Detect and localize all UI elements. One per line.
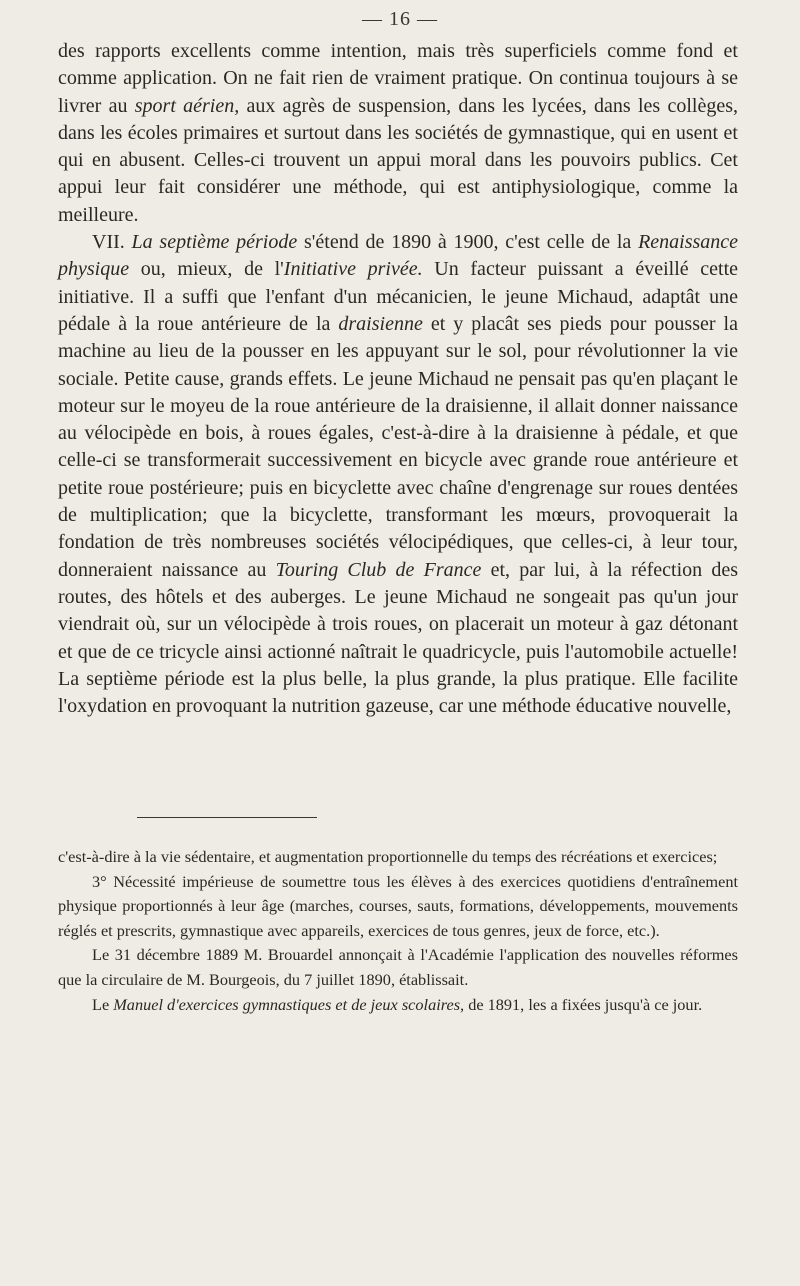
main-text [58,38,738,720]
renaissance-term: Renaissance physique [58,231,739,281]
paragraph-1-text: des rapports excellents comme intention, mais très superficiels comme fond et comme application. On ne fait rien de vraiment pratique. On continua toujours à se livrer au [58,40,738,117]
footnote-continuation: c'est-à-dire à la vie sédentaire, et augmentation proportionnelle du temps des récréations et exercices; [58,847,718,866]
paragraph-2-text-a: s'étend de 1890 à 1900, c'est celle de la [304,231,632,254]
paragraph-1-rest: aux agrès de suspension, dans les lycées, dans les collèges, dans les écoles primaires et surtout dans les sociétés de gymnastique, qui en usent et qui en abusent. Celles-ci trouvent un appui moral dans les pouvoirs publics. Cet appui leur fait considérer une méthode, qui est antiphysiologique, comme la meilleure. [58,94,739,226]
paragraph-2 [58,229,738,720]
footnote-divider [137,817,317,818]
footnote-manuel [58,993,738,1018]
touring-club-term: Touring Club de France [275,558,482,581]
page-number: — 16 — [362,8,438,30]
section-number: VII. [92,231,125,254]
paragraph-2-text-d: et y placât ses pieds pour pousser la machine au lieu de la pousser en les appuyant sur le sol, pour révolutionner la vie sociale. Petite cause, grands effets. Le jeune Michaud ne pensait pas qu'en plaçant le moteur sur le moyeu de la roue antérieure de la draisienne, il allait donner naissance au vélocipède en bois, à roues égales, c'est-à-dire à la draisienne à pédale, et que celle-ci se transformerait successivement en bicycle avec grande roue antérieure et petite roue postérieure; puis en bicyclette avec chaîne d'engrenage sur roues dentées de multiplication; que la bicyclette, transformant les mœurs, provoquerait la fondation de très nombreuses sociétés vélocipédiques, que celles-ci, à leur tour, donneraient naissance au [58,312,738,581]
section-title: La septième période [131,231,298,254]
paragraph-2-text-c: Un facteur puissant a éveillé cette initiative. Il a suffi que l'enfant d'un mécanicien, le jeune Michaud, adaptât une pédale à la roue antérieure de la [58,258,739,335]
initiative-term: Initiative privée. [283,258,423,281]
footnote-manuel-post: de 1891, les a fixées jusqu'à ce jour. [468,994,703,1014]
footnotes [58,845,738,1017]
footnote-brouardel: Le 31 décembre 1889 M. Brouardel annonçait à l'Académie l'application des nouvelles réformes que la circulaire de M. Bourgeois, du 7 juillet 1890, établissait. [58,945,738,989]
paragraph-2-text-e: et, par lui, à la réfection des routes, des hôtels et des auberges. Le jeune Michaud ne songeait pas qu'un jour viendrait où, sur un vélocipède à trois roues, on placerait un moteur à gaz détonant et que de ce tricycle ainsi actionné naîtrait le quadricycle, puis l'automobile actuelle! La septième période est la plus belle, la plus grande, la plus pratique. Elle facilite l'oxydation en provoquant la nutrition gazeuse, car une méthode éducative nouvelle, [58,558,739,718]
draisienne-term: draisienne [338,312,423,335]
manuel-title: Manuel d'exercices gymnastiques et de jeux scolaires, [113,994,465,1014]
paragraph-1-emphasis: sport aérien, [134,94,240,117]
footnote-item-3: 3° Nécessité impérieuse de soumettre tous les élèves à des exercices quotidiens d'entraînement physique proportionnés à leur âge (marches, courses, sauts, formations, développements, mouvements réglés et prescrits, gymnastique avec appareils, exercices de tous genres, jeux de force, etc.). [58,871,738,940]
footnote-manuel-pre: Le [92,994,110,1014]
paragraph-1 [58,38,738,229]
paragraph-2-text-b: ou, mieux, de l' [140,258,284,281]
